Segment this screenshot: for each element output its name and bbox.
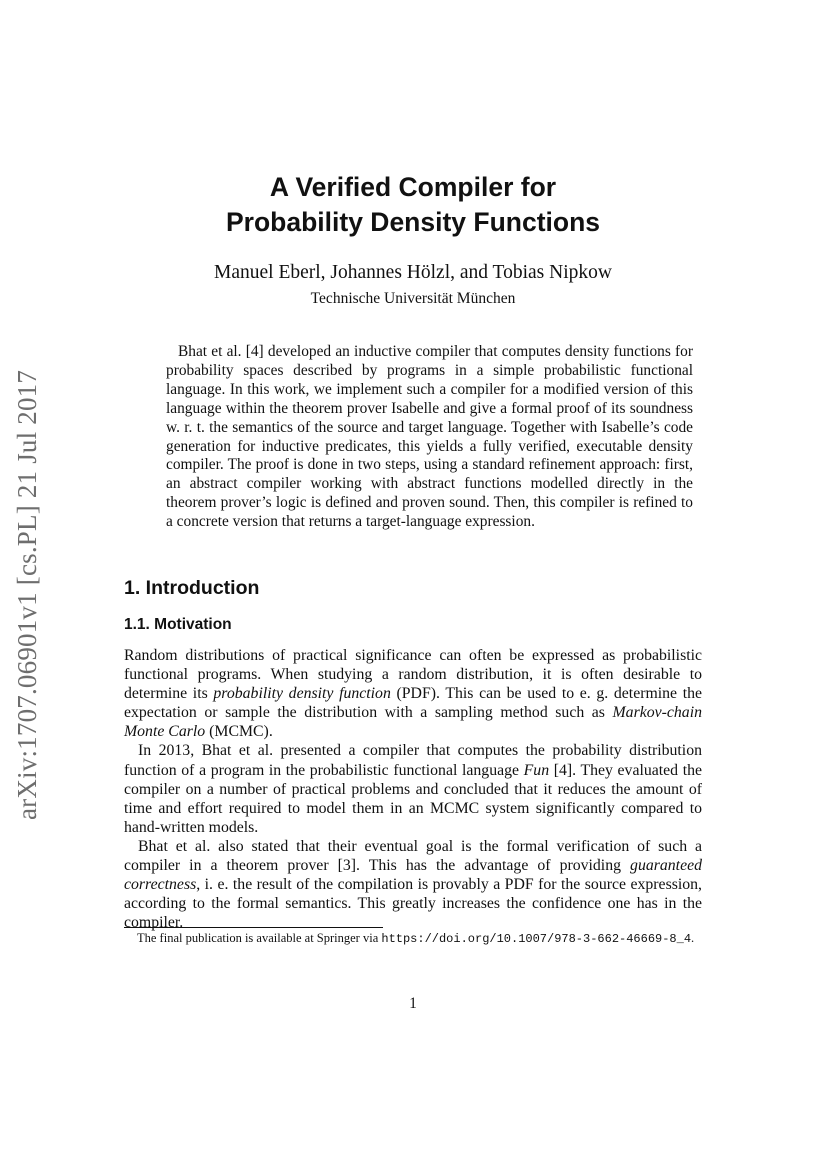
footnote-doi-link[interactable]: https://doi.org/10.1007/978-3-662-46669-8_4 (381, 932, 692, 946)
p1-text-1: Random distributions of practical significance can often be expressed as probabilistic functional programs. When studying a random distribution, it is often desirable to determine its (124, 647, 702, 703)
p3-text-2: , i. e. the result of the compilation is provably a PDF for the source expression, according to the formal semantics. This greatly increases the confidence one has in the compiler. (124, 876, 702, 932)
p1-text-2: (PDF). This can be used to e. g. determine the expectation or sample the distribution with a sampling method such as (124, 685, 703, 722)
abstract: Bhat et al. [4] developed an inductive compiler that computes density functions for probability spaces described by programs in a simple probabilistic functional language. In this work, we implement such a compiler for a modified version of this language within the theorem prover Isabelle and give a formal proof of its soundness w. r. t. the semantics of the source and target language. Together with Isabelle’s code generation for inductive predicates, this yields a fully verified, executable density compiler. The proof is done in two steps, using a standard refinement approach: first, an abstract compiler working with abstract functions modelled directly in the theorem prover’s logic is defined and proven sound. Then, this compiler is refined to a concrete version that returns a target-language expression. (166, 343, 693, 531)
footnote (137, 930, 737, 947)
footnote-end: . (691, 931, 695, 945)
paragraph-1 (124, 646, 702, 741)
p3-text-1: Bhat et al. also stated that their eventual goal is the formal verification of such a compiler in a theorem prover [3]. This has the advantage of providing (124, 837, 702, 875)
page-number: 1 (409, 995, 417, 1012)
p2-text-2: [4]. They evaluated the compiler on a number of practical problems and concluded that it reduces the amount of time and effort required to model them in an MCMC system significantly compared to hand-written models. (124, 761, 703, 836)
paper-title (0, 170, 826, 240)
body-text (124, 646, 702, 932)
p2-text-1: In 2013, Bhat et al. presented a compiler that computes the probability distribution function of a program in the probabilistic functional language (124, 742, 702, 779)
authors: Manuel Eberl, Johannes Hölzl, and Tobias Nipkow (214, 262, 612, 283)
title-line-1: A Verified Compiler for (269, 172, 557, 202)
title-line-2: Probability Density Functions (226, 207, 600, 237)
p1-emph-pdf: probability density function (213, 685, 391, 703)
paragraph-2 (124, 741, 702, 836)
p1-emph-mcmc: Markov-chain Monte Carlo (124, 704, 702, 741)
footnote-text: The final publication is available at Springer via (137, 931, 382, 945)
p3-emph-correctness: guaranteed correctness (124, 857, 702, 894)
paragraph-3 (124, 837, 702, 932)
affiliation: Technische Universität München (310, 290, 516, 307)
footnote-rule (124, 927, 383, 928)
subsection-heading: 1.1. Motivation (124, 616, 232, 633)
p1-text-3: (MCMC). (205, 723, 273, 741)
section-heading: 1. Introduction (124, 577, 260, 599)
p2-emph-fun: Fun (523, 761, 550, 779)
arxiv-stamp: arXiv:1707.06901v1 [cs.PL] 21 Jul 2017 (12, 369, 42, 820)
